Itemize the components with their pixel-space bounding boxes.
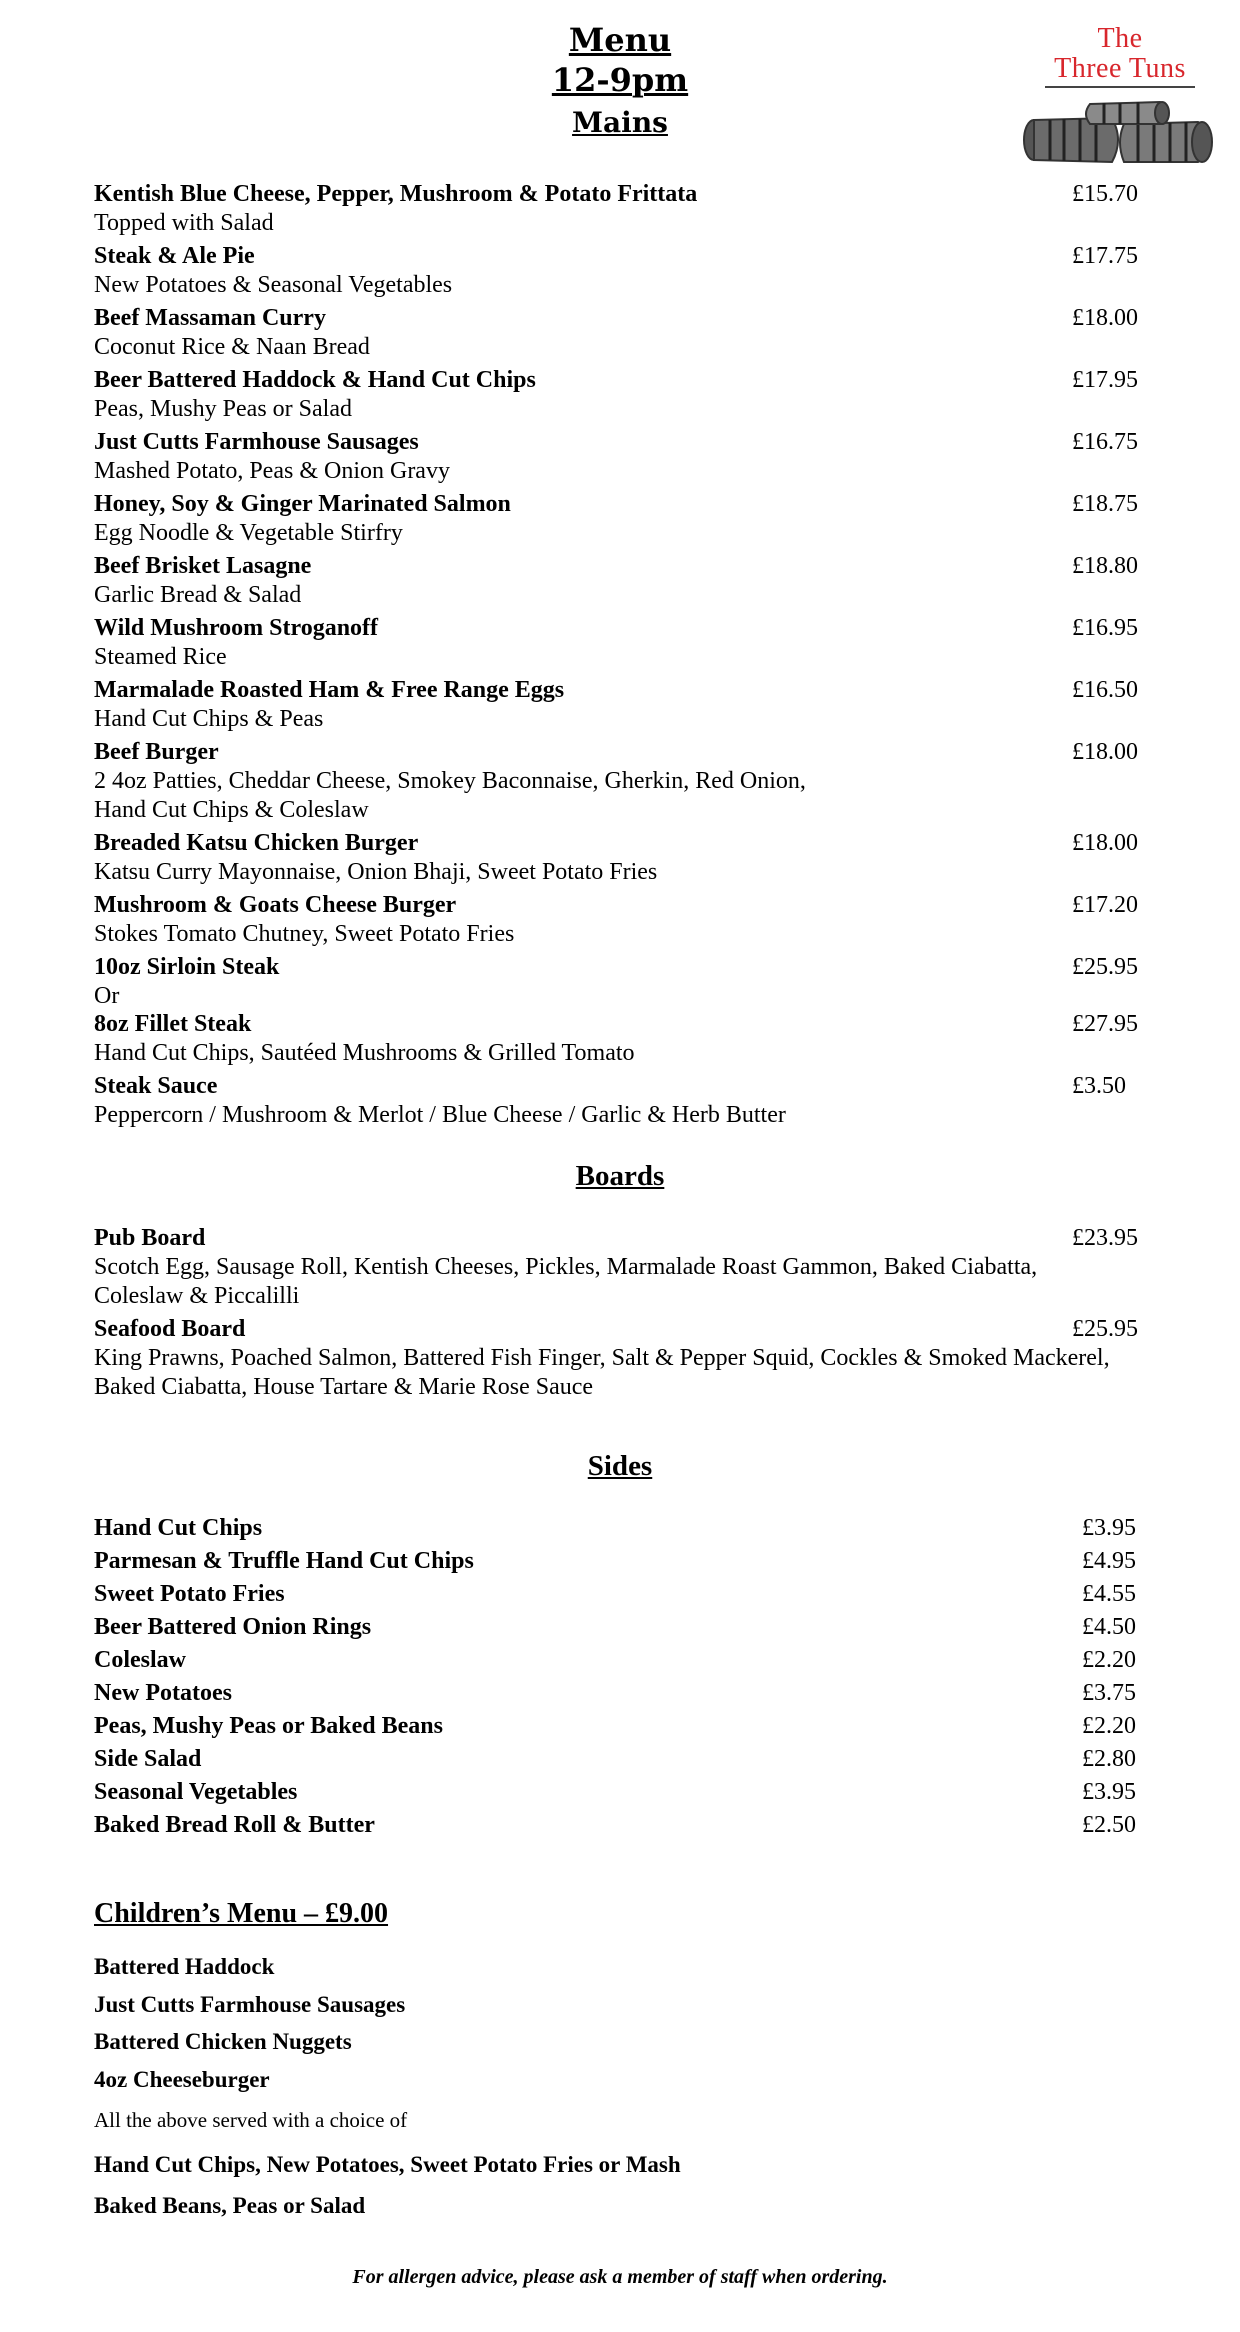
side-price: £2.20: [1082, 1647, 1136, 1673]
item-name: Beef Burger: [94, 739, 219, 765]
menu-item: [94, 304, 1174, 362]
item-price: £16.95: [1072, 615, 1138, 641]
childrens-menu-heading: Children’s Menu – £9.00: [94, 1898, 389, 1929]
side-item: [94, 1710, 1154, 1743]
item-desc: Coconut Rice & Naan Bread: [94, 334, 370, 360]
side-name: New Potatoes: [94, 1680, 232, 1706]
item-name: Beef Massaman Curry: [94, 305, 326, 331]
boards-heading: Boards: [575, 1160, 665, 1192]
item-desc: Or: [94, 983, 120, 1009]
item-name: Pub Board: [94, 1225, 206, 1251]
item-price: £18.00: [1072, 830, 1138, 856]
side-name: Parmesan & Truffle Hand Cut Chips: [94, 1548, 474, 1574]
barrels-icon: [1020, 94, 1220, 166]
item-desc: Hand Cut Chips & Coleslaw: [94, 797, 369, 823]
logo-line2: Three Tuns: [1054, 53, 1186, 84]
side-price: £4.50: [1082, 1614, 1136, 1640]
side-price: £3.95: [1082, 1515, 1136, 1541]
logo-rule: [1045, 86, 1195, 88]
menu-item: [94, 428, 1174, 486]
item-price: £18.00: [1072, 739, 1138, 765]
allergen-note: For allergen advice, please ask a member of staff when ordering.: [352, 2266, 888, 2288]
item-desc: King Prawns, Poached Salmon, Battered Fish Finger, Salt & Pepper Squid, Cockles & Smoked Mackerel,: [94, 1345, 1110, 1371]
kids-item: Battered Chicken Nuggets: [94, 2029, 352, 2054]
logo-text: [1020, 24, 1220, 84]
item-price: £23.95: [1072, 1225, 1138, 1251]
item-price: £3.50: [1072, 1073, 1126, 1099]
item-name: Kentish Blue Cheese, Pepper, Mushroom & Potato Frittata: [94, 181, 698, 207]
side-item: [94, 1677, 1154, 1710]
item-price: £25.95: [1072, 954, 1138, 980]
item-desc: 2 4oz Patties, Cheddar Cheese, Smokey Baconnaise, Gherkin, Red Onion,: [94, 768, 806, 794]
menu-item: [94, 1072, 1174, 1130]
item-desc: Topped with Salad: [94, 210, 274, 236]
item-price: £16.50: [1072, 677, 1138, 703]
item-desc: Baked Ciabatta, House Tartare & Marie Rose Sauce: [94, 1374, 594, 1400]
side-price: £3.75: [1082, 1680, 1136, 1706]
side-item: [94, 1644, 1154, 1677]
item-desc: Steamed Rice: [94, 644, 227, 670]
side-item: [94, 1776, 1154, 1809]
menu-item: [94, 1010, 1174, 1068]
item-name: Honey, Soy & Ginger Marinated Salmon: [94, 491, 511, 517]
side-price: £2.20: [1082, 1713, 1136, 1739]
menu-item: [94, 552, 1174, 610]
item-desc: Egg Noodle & Vegetable Stirfry: [94, 520, 403, 546]
side-item: [94, 1512, 1154, 1545]
side-price: £4.95: [1082, 1548, 1136, 1574]
side-name: Baked Bread Roll & Butter: [94, 1812, 375, 1838]
item-name: Beef Brisket Lasagne: [94, 553, 312, 579]
item-desc: Garlic Bread & Salad: [94, 582, 302, 608]
kids-item: 4oz Cheeseburger: [94, 2067, 270, 2092]
menu-item: [94, 1224, 1174, 1311]
sides-heading: Sides: [587, 1450, 653, 1482]
side-item: [94, 1809, 1154, 1842]
item-price: £18.80: [1072, 553, 1138, 579]
item-price: £18.75: [1072, 491, 1138, 517]
menu-item: [94, 180, 1174, 238]
item-price: £16.75: [1072, 429, 1138, 455]
item-desc: Stokes Tomato Chutney, Sweet Potato Fries: [94, 921, 515, 947]
kids-choice: Hand Cut Chips, New Potatoes, Sweet Potato Fries or Mash: [94, 2152, 681, 2177]
menu-item: [94, 829, 1174, 887]
item-desc: Coleslaw & Piccalilli: [94, 1283, 300, 1309]
side-name: Peas, Mushy Peas or Baked Beans: [94, 1713, 443, 1739]
item-price: £18.00: [1072, 305, 1138, 331]
item-name: Breaded Katsu Chicken Burger: [94, 830, 419, 856]
item-name: 8oz Fillet Steak: [94, 1011, 252, 1037]
item-desc: Scotch Egg, Sausage Roll, Kentish Cheeses, Pickles, Marmalade Roast Gammon, Baked Ciabatta,: [94, 1254, 1038, 1280]
side-name: Seasonal Vegetables: [94, 1779, 298, 1805]
item-name: Wild Mushroom Stroganoff: [94, 615, 379, 641]
item-name: Beer Battered Haddock & Hand Cut Chips: [94, 367, 536, 393]
item-desc: Mashed Potato, Peas & Onion Gravy: [94, 458, 450, 484]
side-price: £2.80: [1082, 1746, 1136, 1772]
item-desc: New Potatoes & Seasonal Vegetables: [94, 272, 453, 298]
kids-item: Just Cutts Farmhouse Sausages: [94, 1992, 406, 2017]
side-item: [94, 1743, 1154, 1776]
side-price: £4.55: [1082, 1581, 1136, 1607]
menu-title: Menu: [568, 21, 672, 59]
kids-note: All the above served with a choice of: [94, 2108, 408, 2132]
item-desc: Hand Cut Chips, Sautéed Mushrooms & Grilled Tomato: [94, 1040, 635, 1066]
menu-item: [94, 676, 1174, 734]
side-item: [94, 1545, 1154, 1578]
menu-item: [94, 953, 1174, 1011]
menu-item: [94, 614, 1174, 672]
item-price: £15.70: [1072, 181, 1138, 207]
menu-item: [94, 490, 1174, 548]
item-price: £17.20: [1072, 892, 1138, 918]
item-price: £25.95: [1072, 1316, 1138, 1342]
item-name: 10oz Sirloin Steak: [94, 954, 280, 980]
item-price: £17.95: [1072, 367, 1138, 393]
mains-heading: Mains: [572, 106, 668, 139]
item-desc: Peas, Mushy Peas or Salad: [94, 396, 352, 422]
side-name: Coleslaw: [94, 1647, 186, 1673]
menu-item: [94, 242, 1174, 300]
logo-line1: The: [1097, 23, 1143, 54]
kids-choice: Baked Beans, Peas or Salad: [94, 2193, 366, 2218]
item-name: Steak Sauce: [94, 1073, 218, 1099]
side-price: £3.95: [1082, 1779, 1136, 1805]
side-price: £2.50: [1082, 1812, 1136, 1838]
menu-item: [94, 1315, 1174, 1402]
kids-item: Battered Haddock: [94, 1954, 275, 1979]
menu-item: [94, 366, 1174, 424]
item-name: Just Cutts Farmhouse Sausages: [94, 429, 419, 455]
item-name: Seafood Board: [94, 1316, 246, 1342]
menu-item: [94, 891, 1174, 949]
item-price: £27.95: [1072, 1011, 1138, 1037]
side-name: Sweet Potato Fries: [94, 1581, 285, 1607]
menu-hours: 12-9pm: [551, 61, 689, 99]
side-name: Side Salad: [94, 1746, 202, 1772]
menu-item: [94, 738, 1174, 825]
item-desc: Katsu Curry Mayonnaise, Onion Bhaji, Sweet Potato Fries: [94, 859, 658, 885]
side-item: [94, 1611, 1154, 1644]
side-name: Hand Cut Chips: [94, 1515, 263, 1541]
item-desc: Peppercorn / Mushroom & Merlot / Blue Cheese / Garlic & Herb Butter: [94, 1102, 786, 1128]
side-name: Beer Battered Onion Rings: [94, 1614, 372, 1640]
item-name: Marmalade Roasted Ham & Free Range Eggs: [94, 677, 565, 703]
side-item: [94, 1578, 1154, 1611]
item-name: Steak & Ale Pie: [94, 243, 255, 269]
item-name: Mushroom & Goats Cheese Burger: [94, 892, 457, 918]
item-desc: Hand Cut Chips & Peas: [94, 706, 324, 732]
logo: [1020, 24, 1220, 174]
item-price: £17.75: [1072, 243, 1138, 269]
